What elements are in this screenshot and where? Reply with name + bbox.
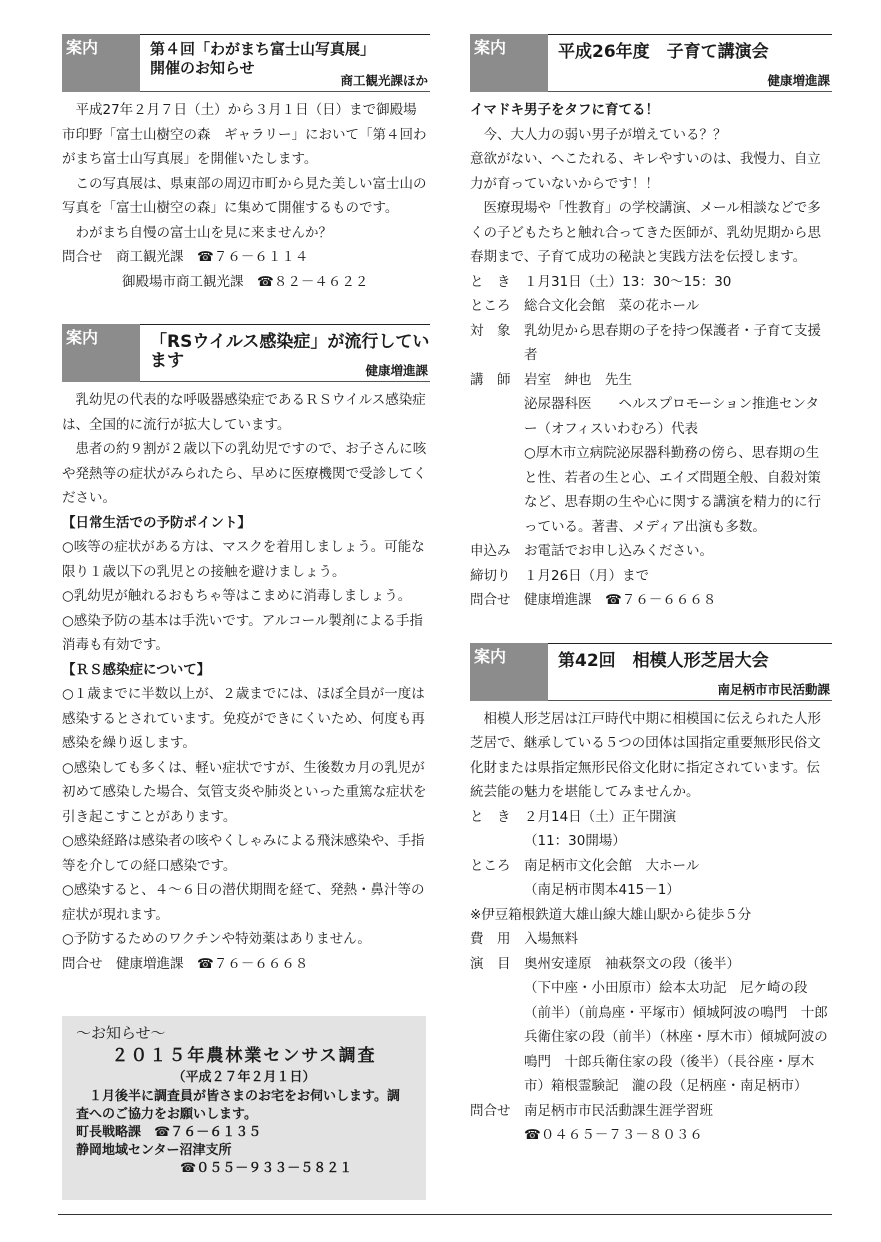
notice-body: [470, 98, 832, 613]
notice-tag: 案内: [470, 643, 548, 701]
photo-exhibition-notice: [62, 34, 430, 294]
contact-row: 御殿場市商工観光課 ☎８２－４６２２: [122, 273, 369, 290]
notice-tag: 案内: [62, 324, 140, 382]
notice-department: 健康増進課: [767, 73, 830, 88]
subheading: 【ＲＳ感染症について】: [62, 661, 211, 678]
bullet: ○予防するためのワクチンや特効薬はありません。: [62, 931, 371, 947]
detail-row: 申込み お電話でお申し込みください。: [470, 543, 713, 559]
paragraph: 相模人形芝居は江戸時代中期に相模国に伝えられた人形芝居で、継承している５つの団体は国指定重要無形民俗文化財または県指定無形民俗文化財に指定されています。伝統芸能の魅力を堪能してみませんか。: [470, 710, 821, 800]
paragraph: 患者の約９割が２歳以下の乳幼児ですので、お子さんに咳や発熱等の症状がみられたら、早めに医療機関で受診してください。: [62, 441, 427, 506]
notice-department: 健康増進課: [365, 363, 428, 378]
notice-title: 平成26年度 子育て講演会: [558, 42, 769, 62]
notice-department: 商工観光課ほか: [340, 73, 428, 88]
subheading: 【日常生活での予防ポイント】: [62, 514, 251, 531]
access-note: ※伊豆箱根鉄道大雄山線大雄山駅から徒歩５分: [470, 906, 752, 923]
right-column: [470, 34, 832, 1178]
paragraph: 乳幼児の代表的な呼吸器感染症であるＲＳウイルス感染症は、全国的に流行が拡大しています。: [62, 392, 426, 433]
notice-header: [470, 643, 832, 701]
notice-title: 第42回 相模人形芝居大会: [558, 650, 769, 671]
contact-row: 問合せ 健康増進課 ☎７６－６６６８: [62, 955, 309, 972]
bullet: ○１歳までに半数以上が、２歳までには、ほぼ全員が一度は感染するとされています。免疫ができにくいため、何度も再感染を繰り返します。: [62, 686, 425, 751]
paragraph: この写真展は、県東部の周辺市町から見た美しい富士山の写真を「富士山樹空の森」に集めて開催するものです。: [62, 175, 427, 216]
detail-row: ところ 南足柄市文化会館 大ホール （南足柄市関本415－1）: [470, 857, 700, 898]
census-contact: 町長戦略課 ☎７６－６１３５: [76, 1125, 262, 1140]
notice-body: [62, 388, 430, 976]
contact-row: 問合せ 南足柄市市民活動課生涯学習班 ☎０４６５－７３－８０３６: [470, 1102, 713, 1143]
paragraph: 医療現場や「性教育」の学校講演、メール相談などで多くの子どもたちと触れ合ってきた医師が、乳幼児期から思春期まで、子育て成功の秘訣と実践方法を伝授します。: [470, 200, 821, 265]
speaker-bio: ○厚木市立病院泌尿器科勤務の傍ら、思春期の生と性、若者の生と心、エイズ問題全般、自殺対策など、思春期の生や心に関する講演を精力的に行っている。著書、メディア出演も多数。: [524, 445, 821, 535]
bullet: ○感染すると、４～６日の潜伏期間を経て、発熱・鼻汁等の症状が現れます。: [62, 882, 425, 923]
speaker-name: 岩室 紳也 先生: [524, 371, 632, 388]
notice-title: 「RSウイルス感染症」が流行しています: [150, 332, 430, 371]
detail-row: と き ２月14日（土）正午開演 （11：30開場）: [470, 808, 677, 849]
paragraph: 平成27年２月７日（土）から３月１日（日）まで御殿場市印野「富士山樹空の森 ギャラリー」において「第４回わがまち富士山写真展」を開催いたします。: [62, 102, 427, 167]
detail-row: 演 目 奥州安達原 袖萩祭文の段（後半） （下中座・小田原市）絵本太功記 尼ケ崎の段（前半）（前鳥座・平塚市）傾城阿波の鳴門 十郎兵衛住家の段（前半）（林座・厚木市）傾城阿波の鳴門 十郎兵衛住家の段（後半）（長谷座・厚木市）箱根霊験記 瀧の段（足柄座・南足柄市）: [470, 955, 828, 1094]
bullet: ○感染予防の基本は手洗いです。アルコール製剤による手指消毒も有効です。: [62, 612, 423, 653]
census-heading: ～お知らせ～: [76, 1024, 166, 1042]
left-column: [62, 34, 430, 1006]
bullet: ○感染経路は感染者の咳やくしゃみによる飛沫感染や、手指等を介しての経口感染です。: [62, 833, 425, 874]
detail-row: 締切り １月26日（月）まで: [470, 567, 650, 584]
census-paragraph: １月後半に調査員が皆さまのお宅をお伺いします。調査へのご協力をお願いします。: [76, 1089, 400, 1122]
contact-row: 問合せ 商工観光課 ☎７６－６１１４: [62, 249, 309, 265]
notice-tag: 案内: [62, 34, 140, 92]
bullet: ○感染しても多くは、軽い症状ですが、生後数カ月の乳児が初めて感染した場合、気管支炎や肺炎といった重篤な症状を引き起こすことがあります。: [62, 759, 427, 825]
notice-header: [62, 34, 430, 92]
notice-tag: 案内: [470, 34, 548, 92]
census-date: （平成２７年２月１日）: [172, 1070, 316, 1085]
notice-body: [470, 707, 832, 1148]
rs-virus-notice: [62, 324, 430, 976]
lead-text: イマドキ男子をタフに育てる！: [470, 102, 659, 118]
bullet: ○乳幼児が触れるおもちゃ等はこまめに消毒しましょう。: [62, 588, 412, 604]
paragraph: わがまち自慢の富士山を見に来ませんか？: [75, 224, 332, 241]
contact-row: 問合せ 健康増進課 ☎７６－６６６８: [470, 592, 717, 608]
detail-row: 費 用 入場無料: [470, 931, 578, 947]
detail-row: 講 師 岩室 紳也 先生 泌尿器科医 ヘルスプロモーション推進センター（オフィスいわむろ）代表 ○厚木市立病院泌尿器科勤務の傍ら、思春期の生と性、若者の生と心、エイズ問題全般、自殺対策など、思春期の生や心に関する講演を精力的に行っている。著書、メディア出演も多数。: [470, 368, 832, 540]
detail-row: ところ 総合文化会館 菜の花ホール: [470, 298, 700, 314]
puppet-theater-notice: [470, 643, 832, 1148]
census-title: ２０１５年農林業センサス調査: [111, 1046, 377, 1066]
notice-department: 南足柄市市民活動課: [717, 681, 830, 697]
detail-row: 対 象 乳幼児から思春期の子を持つ保護者・子育て支援者: [470, 322, 821, 363]
detail-row: と き １月31日（土）13：30～15：30: [470, 273, 732, 290]
census-notice-box: [62, 1016, 426, 1200]
notice-title: 第４回「わがまち富士山写真展」 開催のお知らせ: [150, 40, 376, 77]
notice-header: [62, 324, 430, 382]
notice-body: [62, 98, 430, 294]
paragraph: 今、大人力の弱い男子が増えている？？: [483, 126, 727, 143]
census-contact: 静岡地域センター沼津支所: [76, 1143, 232, 1158]
census-contact: ☎０５５－９３３－５８２１: [180, 1161, 353, 1176]
speaker-title: 泌尿器科医 ヘルスプロモーション推進センター（オフィスいわむろ）代表: [524, 396, 819, 437]
bullet: ○咳等の症状がある方は、マスクを着用しましょう。可能な限り１歳以下の乳児との接触を避けましょう。: [62, 539, 425, 580]
paragraph: 意欲がない、へこたれる、キレやすいのは、我慢力、自立力が育っていないからです！！: [470, 151, 821, 192]
bottom-divider: [58, 1214, 832, 1215]
parenting-lecture-notice: [470, 34, 832, 613]
notice-header: [470, 34, 832, 92]
